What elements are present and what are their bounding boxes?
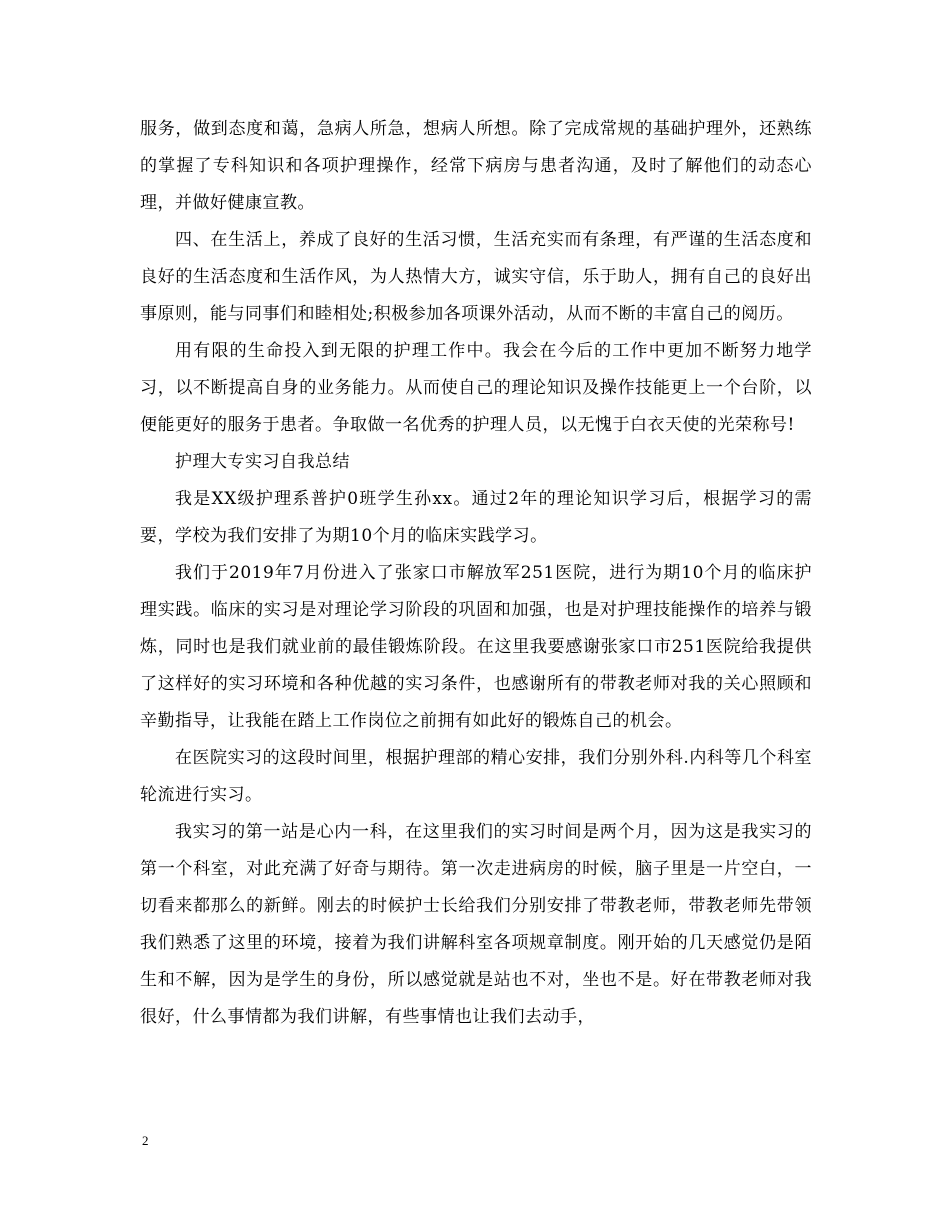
paragraph: 我实习的第一站是心内一科，在这里我们的实习时间是两个月，因为这是我实习的第一个科室，对此充满了好奇与期待。第一次走进病房的时候，脑子里是一片空白，一切看来都那么的新鲜。刚去的时候护士长给我们分别安排了带教老师，带教老师先带领我们熟悉了这里的环境，接着为我们讲解科室各项规章制度。刚开始的几天感觉仍是陌生和不解，因为是学生的身份，所以感觉就是站也不对，坐也不是。好在带教老师对我很好，什么事情都为我们讲解，有些事情也让我们去动手， [140, 822, 812, 1027]
paragraph: 服务，做到态度和蔼，急病人所急，想病人所想。除了完成常规的基础护理外，还熟练的掌握了专科知识和各项护理操作，经常下病房与患者沟通，及时了解他们的动态心理，并做好健康宣教。 [140, 119, 812, 213]
paragraph: 我是XX级护理系普护0班学生孙xx。通过2年的理论知识学习后，根据学习的需要，学校为我们安排了为期10个月的临床实践学习。 [140, 489, 812, 546]
paragraph: 四、在生活上，养成了良好的生活习惯，生活充实而有条理，有严谨的生活态度和良好的生活态度和生活作风，为人热情大方，诚实守信，乐于助人，拥有自己的良好出事原则，能与同事们和睦相处;积极参加各项课外活动，从而不断的丰富自己的阅历。 [140, 230, 812, 324]
paragraph: 用有限的生命投入到无限的护理工作中。我会在今后的工作中更加不断努力地学习，以不断提高自身的业务能力。从而使自己的理论知识及操作技能更上一个台阶，以便能更好的服务于患者。争取做一名优秀的护理人员，以无愧于白衣天使的光荣称号! [140, 341, 812, 435]
page-number: 2 [142, 1133, 149, 1148]
section-heading: 护理大专实习自我总结 [175, 452, 350, 472]
paragraph: 我们于2019年7月份进入了张家口市解放军251医院，进行为期10个月的临床护理实践。临床的实习是对理论学习阶段的巩固和加强，也是对护理技能操作的培养与锻炼，同时也是我们就业前的最佳锻炼阶段。在这里我要感谢张家口市251医院给我提供了这样好的实习环境和各种优越的实习条件，也感谢所有的带教老师对我的关心照顾和辛勤指导，让我能在踏上工作岗位之前拥有如此好的锻炼自己的机会。 [140, 563, 812, 731]
paragraph: 在医院实习的这段时间里，根据护理部的精心安排，我们分别外科.内科等几个科室轮流进行实习。 [140, 748, 812, 805]
document-body [140, 111, 812, 1036]
